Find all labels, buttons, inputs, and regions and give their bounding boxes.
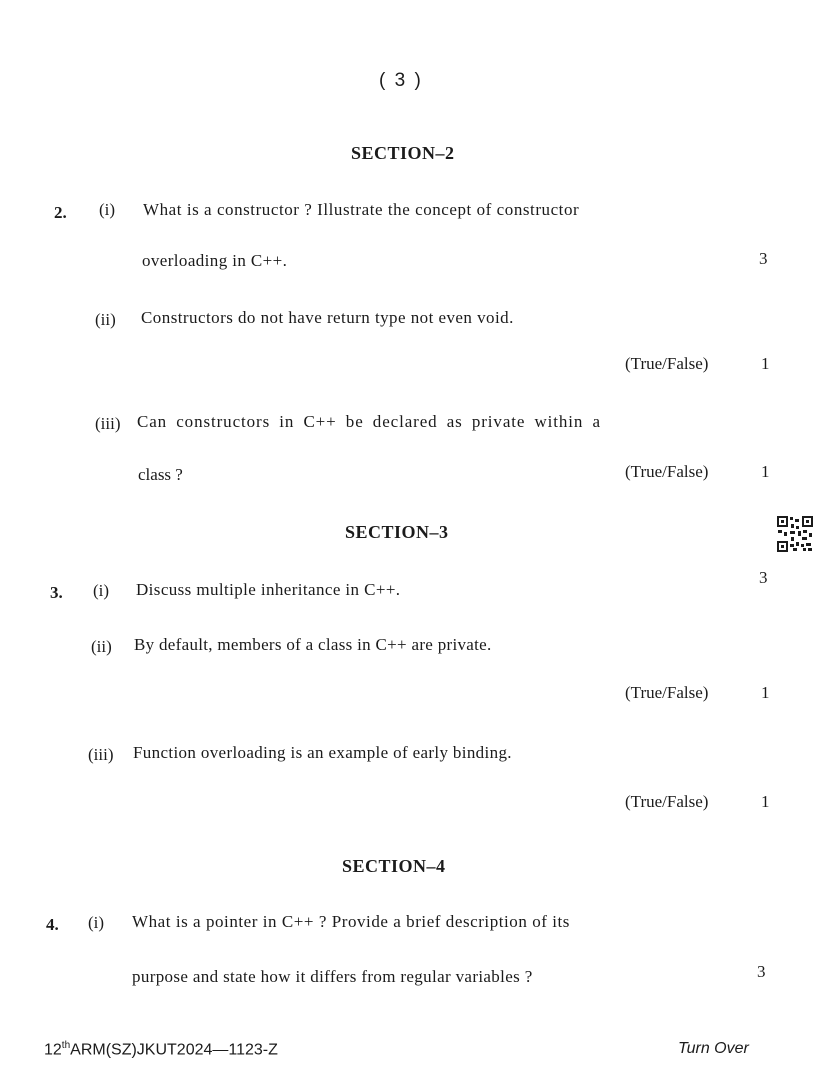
section-4-heading: SECTION–4 <box>342 856 446 876</box>
q2-i-label: (i) <box>99 200 116 219</box>
q2-i-marks: 3 <box>759 249 768 268</box>
exam-code <box>44 1040 278 1059</box>
q2-iii-true-false: (True/False) <box>625 462 709 481</box>
q3-i-label: (i) <box>93 581 110 600</box>
q4-i-marks: 3 <box>757 962 766 981</box>
q2-ii-marks: 1 <box>761 354 770 373</box>
q4-number: 4. <box>46 915 59 934</box>
q2-ii-true-false: (True/False) <box>625 354 709 373</box>
q2-iii-text-line1: Can constructors in C++ be declared as private within a <box>137 412 601 431</box>
q2-number: 2. <box>54 203 67 222</box>
page-number: ( 3 ) <box>379 70 423 91</box>
exam-code-prefix: 12 <box>44 1041 62 1059</box>
q2-iii-label: (iii) <box>95 414 121 433</box>
q3-iii-label: (iii) <box>88 745 114 764</box>
q3-i-text: Discuss multiple inheritance in C++. <box>136 580 401 599</box>
q2-ii-label: (ii) <box>95 310 116 329</box>
q2-i-text-line2: overloading in C++. <box>142 251 288 270</box>
q2-iii-text-line2: class ? <box>138 465 183 484</box>
q3-iii-text: Function overloading is an example of early binding. <box>133 743 512 762</box>
q3-i-marks: 3 <box>759 568 768 587</box>
exam-code-superscript: th <box>61 1040 71 1051</box>
exam-code-rest: ARM(SZ)JKUT2024—1123-Z <box>70 1041 278 1059</box>
q3-iii-marks: 1 <box>761 792 770 811</box>
q3-iii-true-false: (True/False) <box>625 792 709 811</box>
q3-ii-true-false: (True/False) <box>625 683 709 702</box>
q2-i-text-line1: What is a constructor ? Illustrate the concept of constructor <box>143 200 580 219</box>
q3-number: 3. <box>50 583 63 602</box>
section-2-heading: SECTION–2 <box>351 143 455 163</box>
qr-code-icon <box>776 515 814 553</box>
q4-i-text-line1: What is a pointer in C++ ? Provide a brief description of its <box>132 912 570 931</box>
q2-ii-text: Constructors do not have return type not even void. <box>141 308 514 327</box>
turn-over-label: Turn Over <box>678 1040 749 1057</box>
q3-ii-label: (ii) <box>91 637 112 656</box>
section-3-heading: SECTION–3 <box>345 522 449 542</box>
q4-i-label: (i) <box>88 913 105 932</box>
q3-ii-text: By default, members of a class in C++ are private. <box>134 635 492 654</box>
q4-i-text-line2: purpose and state how it differs from regular variables ? <box>132 967 533 986</box>
q3-ii-marks: 1 <box>761 683 770 702</box>
q2-iii-marks: 1 <box>761 462 770 481</box>
